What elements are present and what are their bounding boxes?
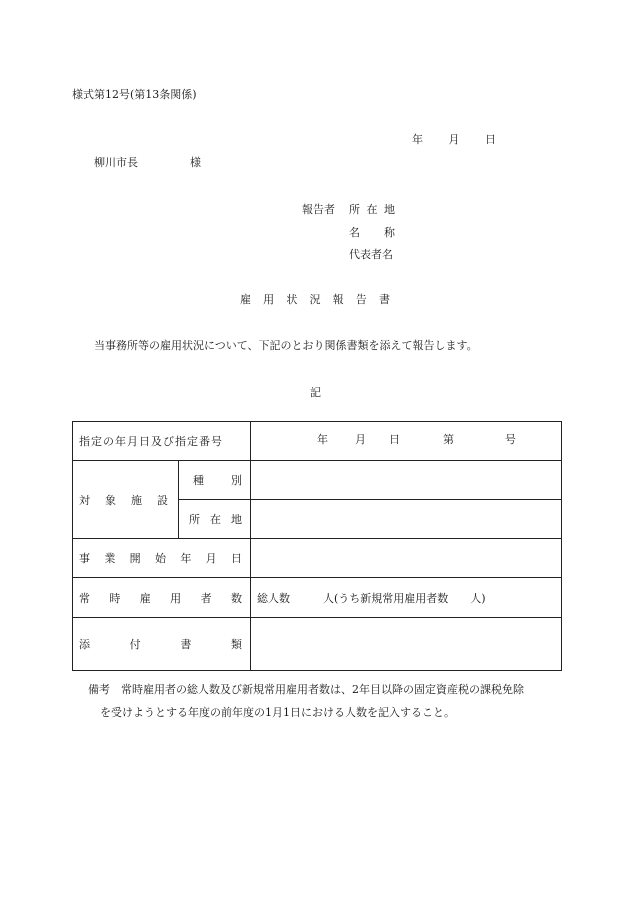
facility-address-label-cell [179, 500, 251, 539]
reporter-representative-label: 代表者名 [349, 248, 393, 261]
title-char: 告 [355, 293, 367, 306]
title-char: 書 [378, 293, 390, 306]
designation-go: 号 [505, 433, 516, 446]
reporter-name-label [349, 227, 395, 238]
employees-label-cell [73, 578, 251, 618]
facility-address-char: 在 [210, 513, 221, 526]
addressee-name: 柳川市長 [94, 156, 138, 169]
addressee-honorific: 様 [190, 156, 201, 169]
attachments-label-cell [73, 618, 251, 671]
business-start-char: 開 [129, 552, 141, 565]
row-business-start [73, 539, 562, 578]
employees-char: 時 [109, 591, 121, 605]
attachments-char: 類 [230, 638, 242, 651]
facility-char: 象 [105, 493, 116, 507]
business-start-char: 年 [180, 552, 192, 565]
reporter-label: 報告者 [302, 203, 335, 216]
address-char: 在 [366, 203, 378, 216]
date-day: 日 [485, 133, 496, 146]
title-char: 況 [309, 293, 321, 306]
facility-address-value-cell[interactable] [251, 500, 562, 539]
title-char: 状 [286, 293, 298, 306]
row-designation [73, 422, 562, 461]
employees-char: 用 [170, 591, 182, 605]
business-start-value-cell[interactable] [251, 539, 562, 578]
title-char: 雇 [240, 293, 251, 306]
row-attachments [73, 618, 562, 671]
designation-month: 月 [355, 433, 366, 446]
attachments-char: 書 [180, 638, 192, 651]
business-start-char: 業 [104, 552, 116, 565]
designation-value-cell[interactable] [251, 422, 562, 461]
date-month: 月 [448, 133, 460, 146]
intro-text: 当事務所等の雇用状況について、下記のとおり関係書類を添えて報告します。 [94, 339, 478, 352]
designation-year: 年 [317, 433, 328, 446]
name-char: 名 [349, 226, 360, 239]
employees-char: 雇 [139, 591, 151, 605]
facility-type-label-cell [179, 461, 251, 500]
facility-char: 対 [79, 493, 90, 507]
type-char: 別 [231, 474, 242, 487]
designation-label: 指定の年月日及び指定番号 [79, 435, 223, 448]
designation-day: 日 [389, 433, 400, 446]
reporter-address-label [349, 204, 395, 215]
name-char: 称 [384, 226, 395, 239]
employees-char: 常 [79, 591, 90, 605]
type-char: 種 [193, 474, 204, 487]
employees-char: 数 [230, 591, 242, 605]
employees-value: 総人数 人(うち新規常用雇用者数 人) [257, 591, 486, 605]
facility-address-char: 地 [231, 513, 242, 526]
address-char: 地 [384, 203, 395, 216]
facility-address-char: 所 [189, 513, 200, 526]
ki-label: 記 [310, 386, 321, 399]
date-year: 年 [412, 133, 423, 146]
document-title [240, 294, 390, 305]
attachments-value-cell[interactable] [251, 618, 562, 671]
employees-value-cell[interactable] [251, 578, 562, 618]
business-start-char: 月 [205, 552, 217, 565]
facility-char: 設 [157, 493, 168, 507]
business-start-label-cell [73, 539, 251, 578]
business-start-char: 始 [154, 552, 166, 565]
notes-line-1: 備考 常時雇用者の総人数及び新規常用雇用者数は、2年目以降の固定資産税の課税免除 [88, 683, 524, 696]
business-start-char: 日 [230, 552, 242, 565]
row-facility-type [73, 461, 562, 500]
attachments-char: 付 [129, 638, 141, 651]
row-employees [73, 578, 562, 618]
facility-label-cell [73, 461, 179, 539]
title-char: 用 [263, 293, 275, 306]
title-char: 報 [332, 293, 344, 306]
form-table [72, 421, 562, 671]
designation-dai: 第 [443, 433, 454, 446]
attachments-char: 添 [79, 638, 90, 651]
facility-char: 施 [131, 493, 142, 507]
employees-char: 者 [200, 591, 212, 605]
facility-type-value-cell[interactable] [251, 461, 562, 500]
date-line [412, 134, 496, 145]
form-number: 様式第12号(第13条関係) [72, 88, 197, 101]
notes-line-2: を受けようとする年度の前年度の1月1日における人数を記入すること。 [100, 706, 455, 719]
address-char: 所 [349, 203, 360, 216]
designation-label-cell [73, 422, 251, 461]
business-start-char: 事 [79, 552, 90, 565]
